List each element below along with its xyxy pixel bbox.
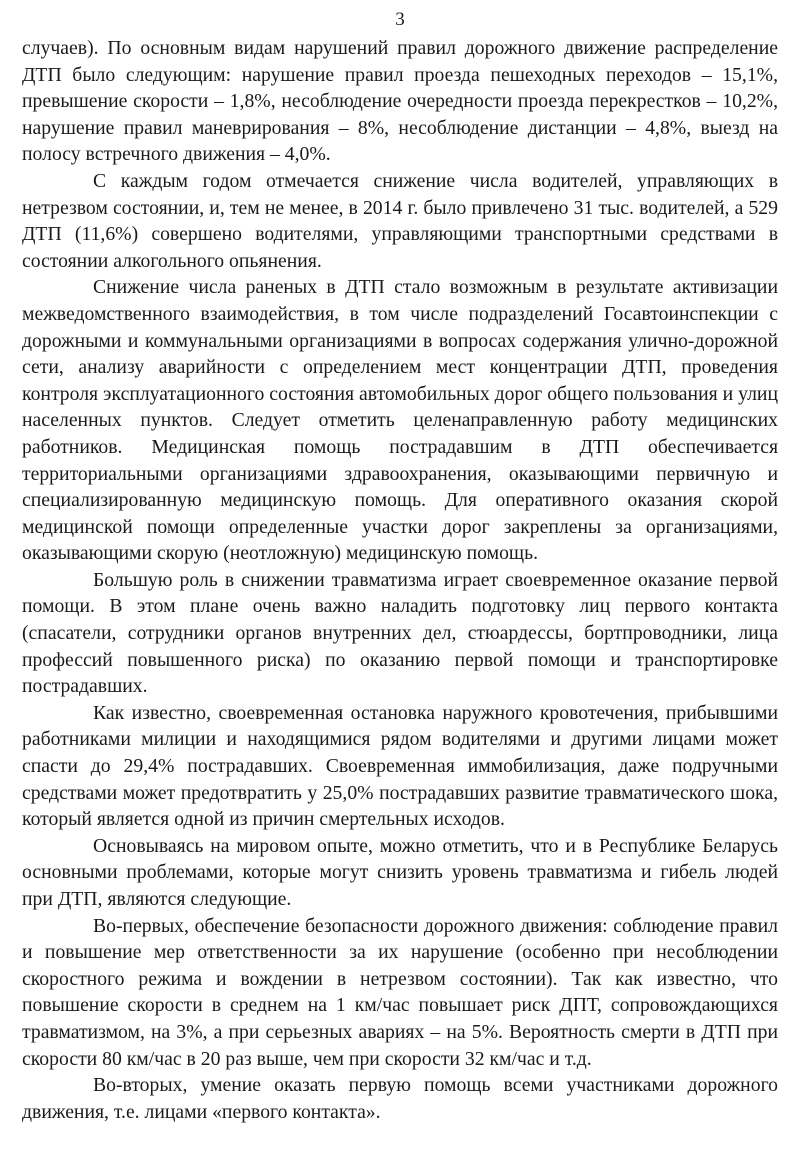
paragraph-bleeding-control: Как известно, своевременная остановка наружного кровотечения, прибывшими работниками милиции и находящимися рядом водителями и другими лицами может спасти до 29,4% пострадавших. Своевременная иммобилизация, даже подручными средствами может предотвратить у 25,0% пострадавших развитие травматического шока, который является одной из причин смертельных исходов.: [22, 701, 778, 831]
paragraph-violations-distribution: случаев). По основным видам нарушений правил дорожного движение распределение ДТП было следующим: нарушение правил проезда пешеходных переходов – 15,1%, превышение скорости – 1,8%, несоблюдение очередности проезда перекрестков – 10,2%, нарушение правил маневрирования – 8%, несоблюдение дистанции – 4,8%, выезд на полосу встречного движения – 4,0%.: [22, 37, 778, 166]
paragraph-secondly-first-aid: Во-вторых, умение оказать первую помощь всеми участниками дорожного движения, т.е. лицами «первого контакта».: [22, 1074, 778, 1123]
paragraph-main-problems: Основываясь на мировом опыте, можно отметить, что и в Республике Беларусь основными проблемами, которые могут снизить уровень травматизма и гибель людей при ДТП, являются следующие.: [22, 834, 778, 910]
page-number: 3: [395, 9, 405, 30]
paragraph-first-aid-role: Большую роль в снижении травматизма играет своевременное оказание первой помощи. В этом плане очень важно наладить подготовку лиц первого контакта (спасатели, сотрудники органов внутренних дел, стюардессы, бортпроводники, лица профессий повышенного риска) по оказанию первой помощи и транспортировке пострадавших.: [22, 568, 778, 698]
paragraph-injury-reduction: Снижение числа раненых в ДТП стало возможным в результате активизации межведомственного взаимодействия, в том числе подразделений Госавтоинспекции с дорожными и коммунальными организациями в вопросах содержания улично-дорожной сети, анализу аварийности с определением мест концентрации ДТП, проведения контроля эксплуатационного состояния автомобильных дорог общего пользования и улиц населенных пунктов. Следует отметить целенаправленную работу медицинских работников. Медицинская помощь пострадавшим в ДТП обеспечивается территориальными организациями здравоохранения, оказывающими первичную и специализированную медицинскую помощь. Для оперативного оказания скорой медицинской помощи определенные участки дорог закреплены за организациями, оказывающими скорую (неотложную) медицинскую помощь.: [22, 276, 778, 565]
paragraph-firstly-road-safety: Во-первых, обеспечение безопасности дорожного движения: соблюдение правил и повышение мер ответственности за их нарушение (особенно при несоблюдении скоростного режима и вождении в нетрезвом состоянии). Так как известно, что повышение скорости в среднем на 1 км/час повышает риск ДПТ, сопровождающихся травматизмом, на 3%, а при серьезных авариях – на 5%. Вероятность смерти в ДТП при скорости 80 км/час в 20 раз выше, чем при скорости 32 км/час и т.д.: [22, 914, 778, 1070]
paragraph-drunk-drivers: С каждым годом отмечается снижение числа водителей, управляющих в нетрезвом состоянии, и, тем не менее, в 2014 г. было привлечено 31 тыс. водителей, а 529 ДТП (11,6%) совершено водителями, управляющими транспортными средствами в состоянии алкогольного опьянения.: [22, 169, 778, 272]
